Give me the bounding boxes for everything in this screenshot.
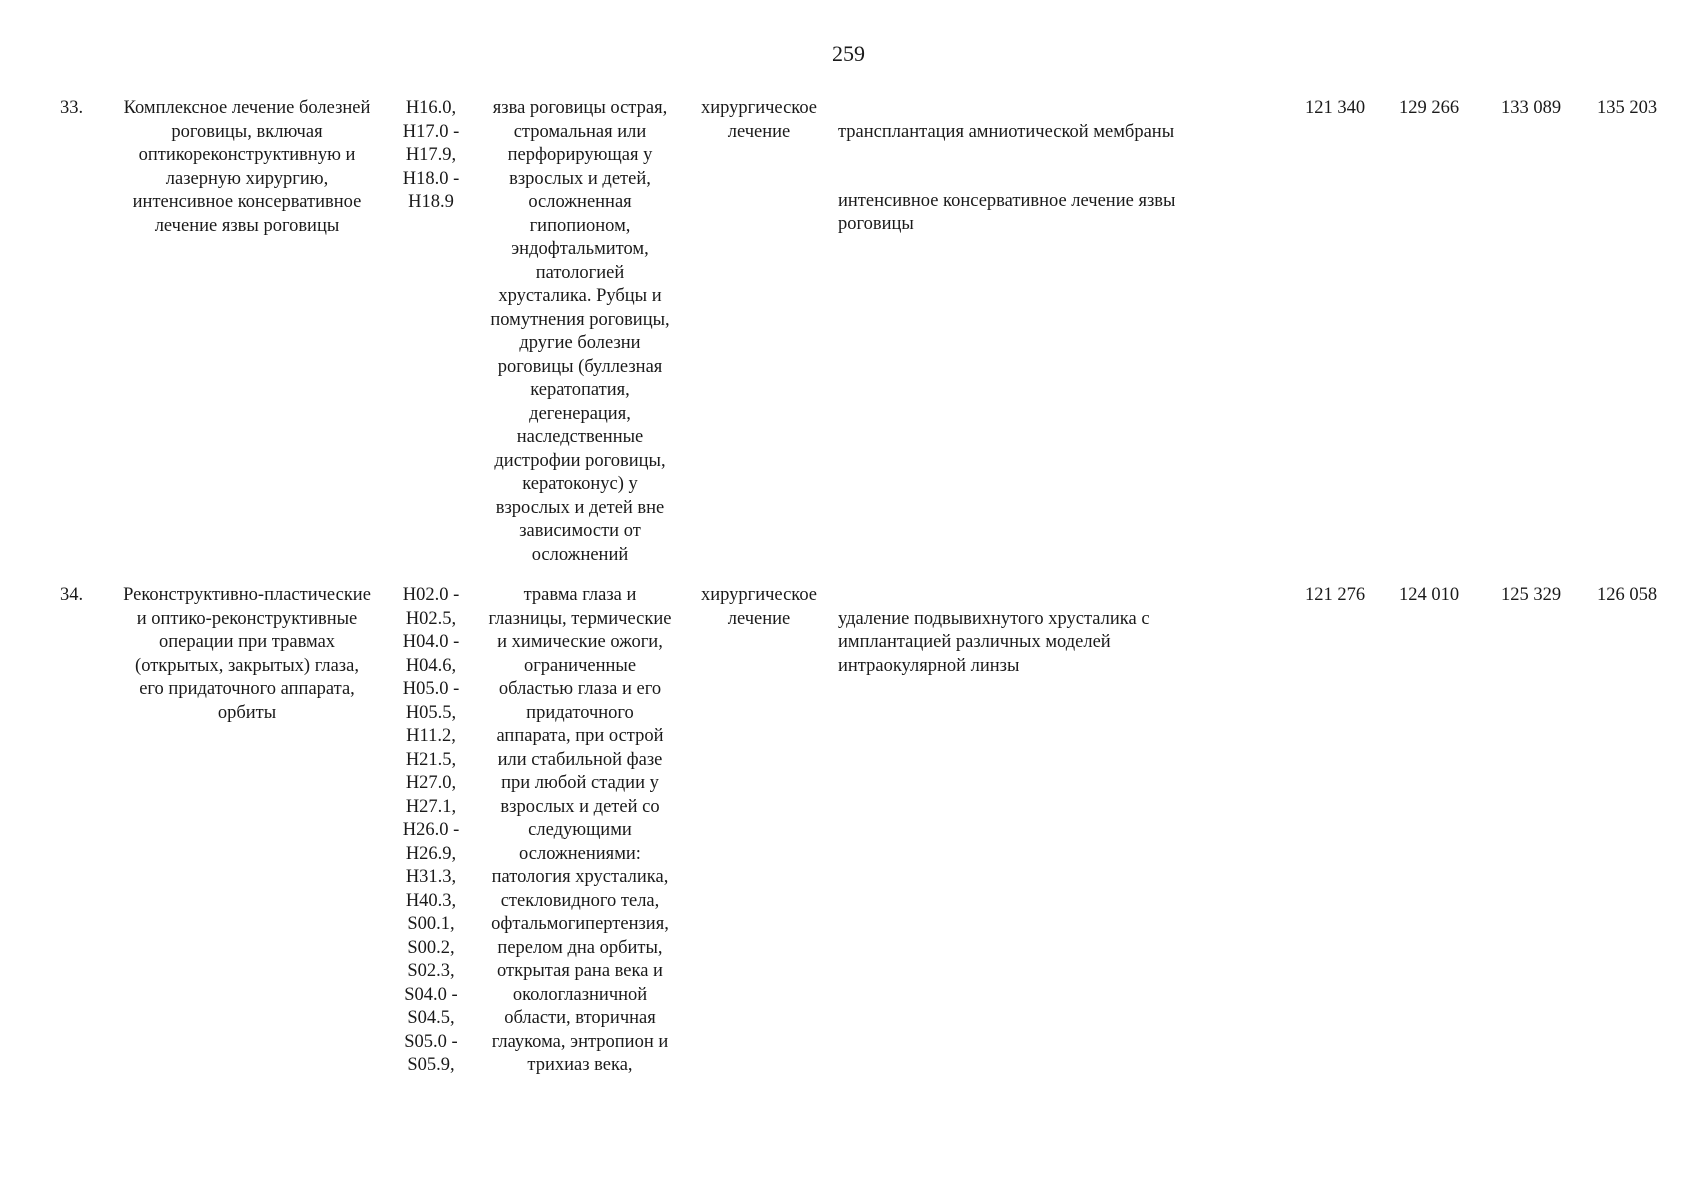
treatment-type: хирургическое лечение [700, 98, 818, 142]
treatment-methods [838, 584, 1238, 702]
cost-value: 121 340 [1304, 98, 1366, 118]
cost-value: 126 058 [1596, 585, 1658, 605]
cost-value: 125 329 [1500, 585, 1562, 605]
row-number: 33. [60, 98, 84, 118]
page-number: 259 [832, 41, 865, 66]
treatment-method: интенсивное консервативное лечение язвы роговицы [838, 190, 1176, 234]
treatment-name: Реконструктивно-пластические и оптико-реконструктивные операции при травмах (открытых, закрытых) глаза, его придаточного аппарата, орбиты [123, 585, 371, 723]
icd-codes: H16.0, H17.0 - H17.9, H18.0 - H18.9 [402, 98, 460, 212]
cost-value: 135 203 [1596, 98, 1658, 118]
row-number: 34. [60, 585, 84, 605]
treatment-methods [838, 97, 1238, 260]
patient-model: язва роговицы острая, стромальная или перфорирующая у взрослых и детей, осложненная гипопионом, эндофтальмитом, патологией хрусталика. Рубцы и помутнения роговицы, другие болезни роговицы (буллезная кератопатия, дегенерация, наследственные дистрофии роговицы, кератоконус) у взрослых и детей вне зависимости от осложнений [490, 98, 670, 565]
cost-value: 133 089 [1500, 98, 1562, 118]
icd-codes: H02.0 - H02.5, H04.0 - H04.6, H05.0 - H05.5, H11.2, H21.5, H27.0, H27.1, H26.0 - H26.9, H31.3, H40.3, S00.1, S00.2, S02.3, S04.0 - S04.5, S05.0 - S05.9, [402, 585, 460, 1075]
treatment-method: трансплантация амниотической мембраны [838, 121, 1175, 142]
patient-model: травма глаза и глазницы, термические и химические ожоги, ограниченные областью глаза и его придаточного аппарата, при острой или стабильной фазе при любой стадии у взрослых и детей со следующими осложнениями: патология хрусталика, стекловидного тела, офтальмогипертензия, перелом дна орбиты, открытая рана века и окологлазничной области, вторичная глаукома, энтропион и трихиаз века, [488, 585, 672, 1075]
cost-value: 124 010 [1398, 585, 1460, 605]
cost-value: 129 266 [1398, 98, 1460, 118]
treatment-method: удаление подвывихнутого хрусталика с имплантацией различных моделей интраокулярной линзы [838, 608, 1150, 676]
cost-value: 121 276 [1304, 585, 1366, 605]
treatment-type: хирургическое лечение [700, 585, 818, 629]
treatment-name: Комплексное лечение болезней роговицы, включая оптикореконструктивную и лазерную хирургию, интенсивное консервативное лечение язвы роговицы [123, 98, 371, 236]
